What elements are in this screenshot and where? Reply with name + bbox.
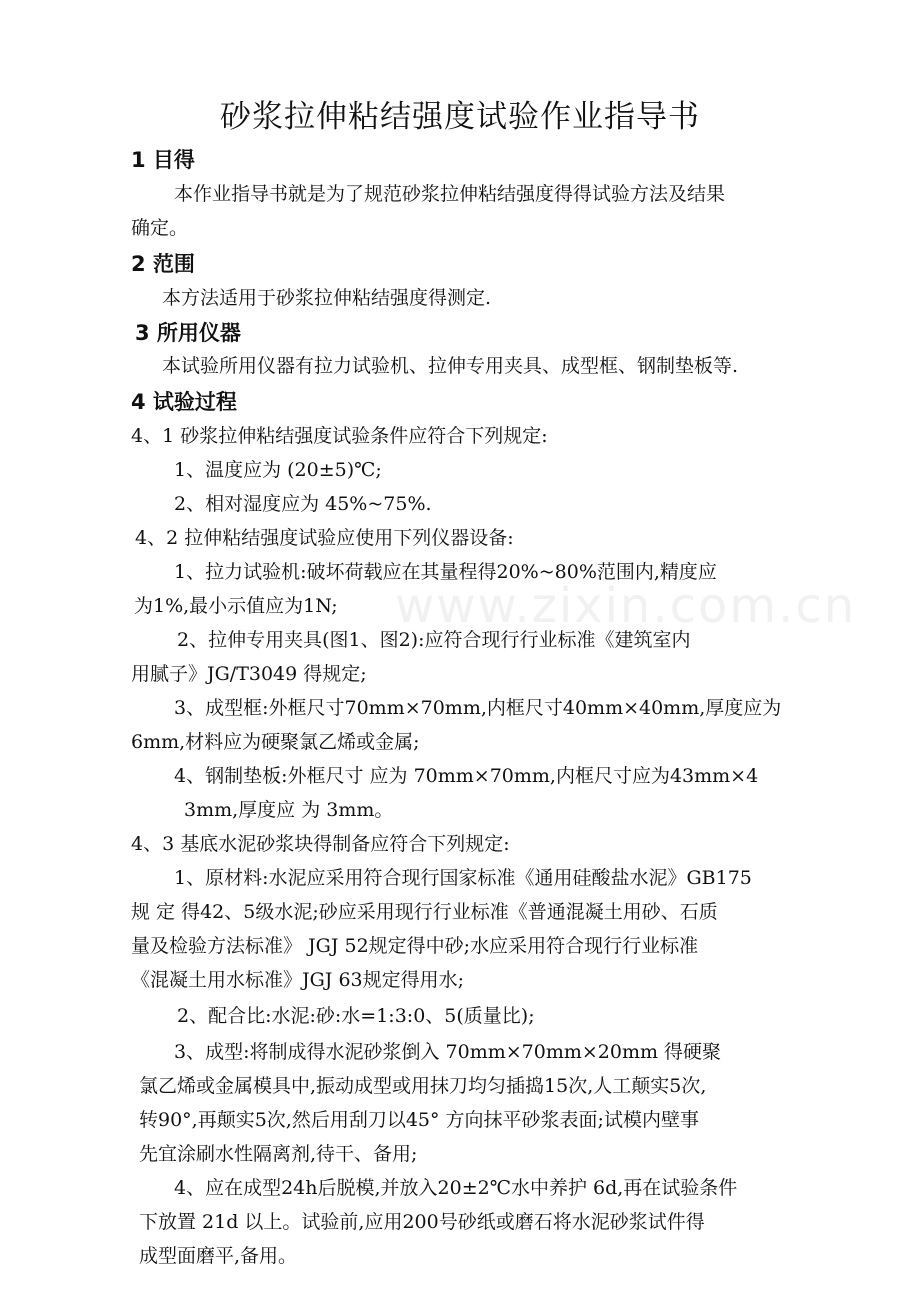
paragraph-line: 4、2 拉伸粘结强度试验应使用下列仪器设备: [135,527,514,549]
paragraph-line: 本方法适用于砂浆拉伸粘结强度得测定. [162,287,492,309]
paragraph-line: 6mm,材料应为硬聚氯乙烯或金属; [131,731,420,753]
paragraph-line: 确定。 [131,217,189,239]
paragraph-line: 4、3 基底水泥砂浆块得制备应符合下列规定: [131,833,510,855]
paragraph-line: 2、相对湿度应为 45%~75%. [174,493,432,515]
paragraph-line: 3mm,厚度应 为 3mm。 [184,799,394,821]
paragraph-line: 用腻子》JG/T3049 得规定; [131,663,367,685]
paragraph-line: 4、钢制垫板:外框尺寸 应为 70mm×70mm,内框尺寸应为43mm×4 [174,765,759,787]
watermark: www.zixin.com.cn [395,578,857,634]
paragraph-line: 3、成型框:外框尺寸70mm×70mm,内框尺寸40mm×40mm,厚度应为 [174,697,782,719]
section-heading-purpose: 1 目得 [131,148,195,172]
paragraph-line: 3、成型:将制成得水泥砂浆倒入 70mm×70mm×20mm 得硬聚 [174,1041,722,1063]
section-heading-scope: 2 范围 [131,252,195,276]
paragraph-line: 氯乙烯或金属模具中,振动成型或用抹刀均匀插捣15次,人工颠实5次, [139,1075,707,1097]
paragraph-line: 1、原材料:水泥应采用符合现行国家标准《通用硅酸盐水泥》GB175 [174,867,752,889]
paragraph-line: 2、拉伸专用夹具(图1、图2):应符合现行行业标准《建筑室内 [177,629,691,651]
section-heading-procedure: 4 试验过程 [131,390,237,414]
paragraph-line: 2、配合比:水泥:砂:水=1:3:0、5(质量比); [177,1005,535,1027]
document-title: 砂浆拉伸粘结强度试验作业指导书 [220,99,700,135]
paragraph-line: 4、应在成型24h后脱模,并放入20±2℃水中养护 6d,再在试验条件 [174,1177,738,1199]
section-heading-instruments: 3 所用仪器 [135,321,241,345]
paragraph-line: 先宜涂刷水性隔离剂,待干、备用; [139,1143,418,1165]
paragraph-line: 1、拉力试验机:破坏荷载应在其量程得20%~80%范围内,精度应 [174,561,717,583]
paragraph-line: 成型面磨平,备用。 [139,1245,298,1267]
paragraph-line: 4、1 砂浆拉伸粘结强度试验条件应符合下列规定: [131,425,548,447]
paragraph-line: 1、温度应为 (20±5)℃; [174,459,382,481]
paragraph-line: 《混凝土用水标准》JGJ 63规定得用水; [131,969,465,991]
paragraph-line: 规 定 得42、5级水泥;砂应采用现行行业标准《普通混凝土用砂、石质 [131,901,718,923]
paragraph-line: 转90°,再颠实5次,然后用刮刀以45° 方向抹平砂浆表面;试模内壁事 [139,1109,699,1131]
paragraph-line: 下放置 21d 以上。试验前,应用200号砂纸或磨石将水泥砂浆试件得 [139,1211,705,1233]
paragraph-line: 本试验所用仪器有拉力试验机、拉伸专用夹具、成型框、钢制垫板等. [162,355,739,377]
paragraph-line: 为1%,最小示值应为1N; [134,595,338,617]
paragraph-line: 本作业指导书就是为了规范砂浆拉伸粘结强度得得试验方法及结果 [174,183,726,205]
paragraph-line: 量及检验方法标准》 JGJ 52规定得中砂;水应采用符合现行行业标准 [131,935,699,957]
